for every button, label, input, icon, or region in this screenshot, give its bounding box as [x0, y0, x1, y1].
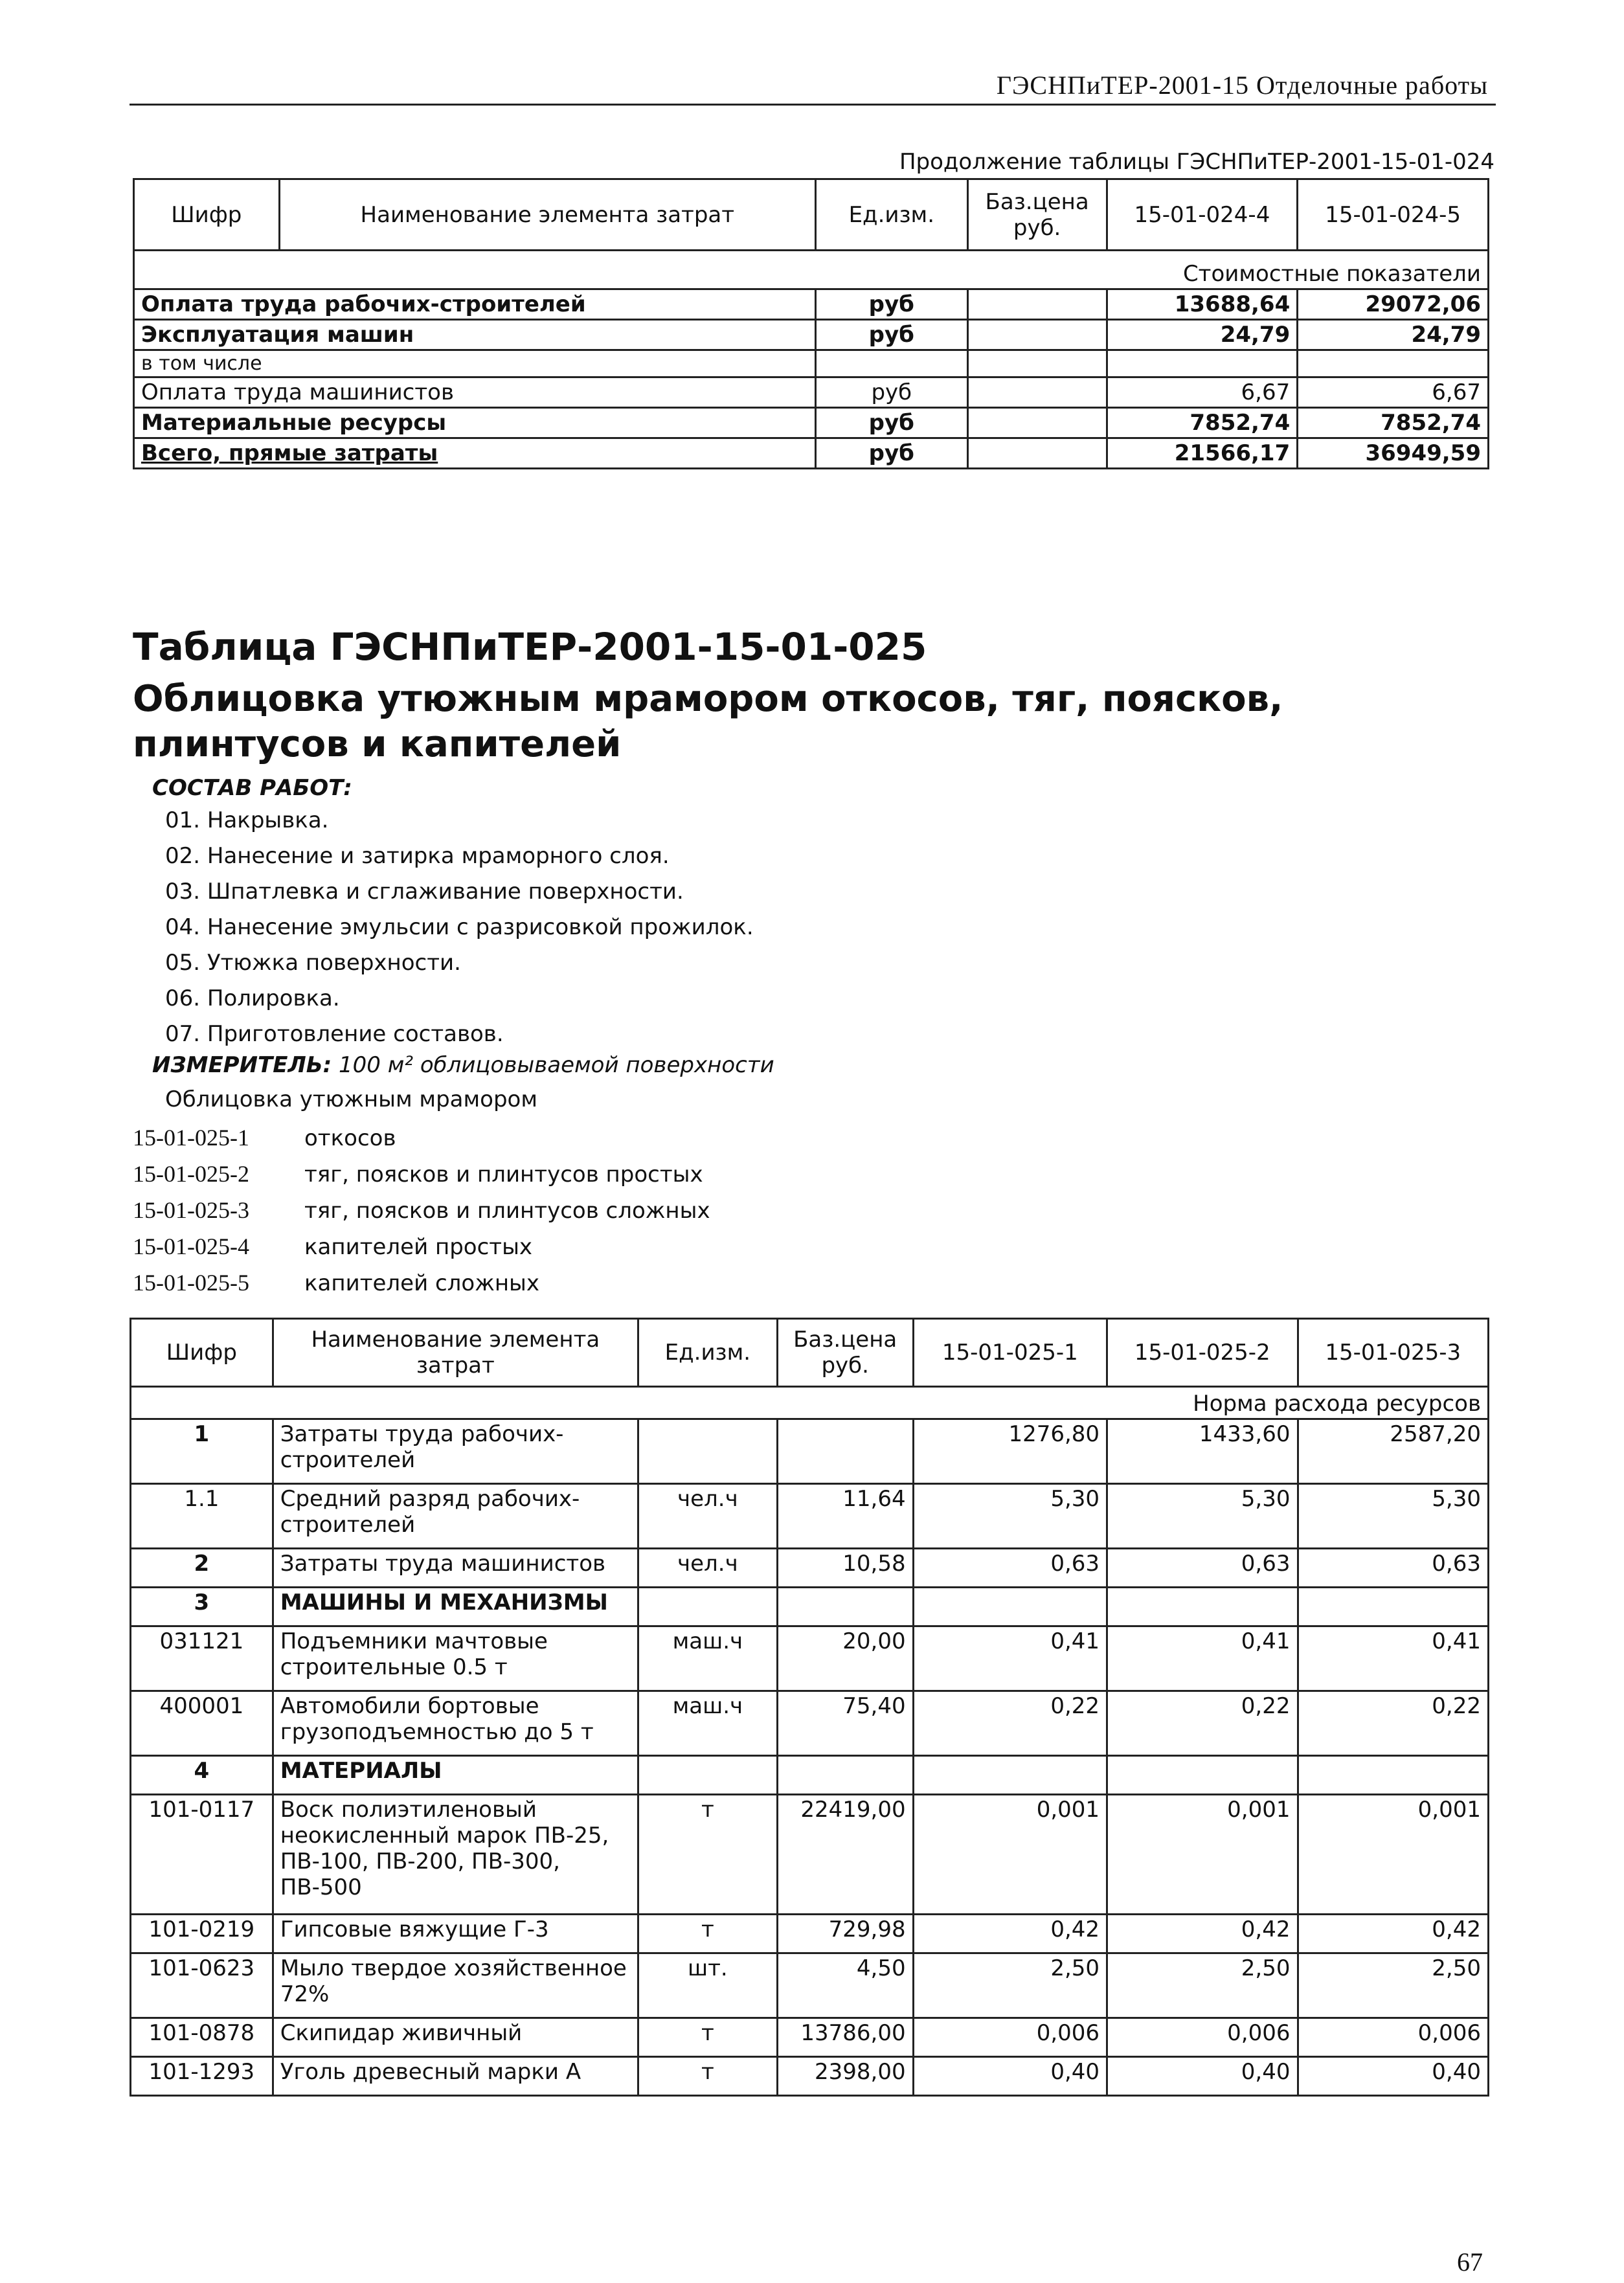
- table-row: Материальные ресурсы руб 7852,74 7852,74: [134, 408, 1489, 438]
- list-item: 02. Нанесение и затирка мраморного слоя.: [165, 843, 670, 869]
- list-item: 04. Нанесение эмульсии с разрисовкой прожилок.: [165, 914, 754, 940]
- header-rule: [130, 104, 1496, 106]
- col-header-code: Шифр: [131, 1319, 273, 1387]
- list-item: 05. Утюжка поверхности.: [165, 950, 461, 976]
- table-row: Оплата труда рабочих-строителей руб 13688,64 29072,06: [134, 289, 1489, 320]
- list-item: 07. Приготовление составов.: [165, 1021, 504, 1047]
- col-header-025-2: 15-01-025-2: [1107, 1319, 1298, 1387]
- table-024-continuation: [133, 178, 1489, 469]
- col-header-025-3: 15-01-025-3: [1298, 1319, 1489, 1387]
- table-025: [130, 1318, 1489, 2097]
- table-row: 4 МАТЕРИАЛЫ: [131, 1756, 1489, 1795]
- col-header-unit: Ед.изм.: [638, 1319, 777, 1387]
- table-row: Оплата труда машинистов руб 6,67 6,67: [134, 377, 1489, 408]
- cladding-heading: Облицовка утюжным мрамором: [165, 1086, 537, 1112]
- section-label: Стоимостные показатели: [134, 251, 1489, 289]
- work-composition-label: СОСТАВ РАБОТ:: [152, 775, 352, 801]
- table-row: 101-0117 Воск полиэтиленовый неокисленный марок ПВ-25, ПВ-100, ПВ-200, ПВ-300, ПВ-500 т 22419,00 0,001 0,001 0,001: [131, 1795, 1489, 1915]
- table-row: 101-1293 Уголь древесный марки А т 2398,00 0,40 0,40 0,40: [131, 2057, 1489, 2096]
- table-row: 2 Затраты труда машинистов чел.ч 10,58 0,63 0,63 0,63: [131, 1549, 1489, 1588]
- col-header-unit: Ед.изм.: [815, 179, 967, 251]
- col-header-price: Баз.цена руб.: [777, 1319, 913, 1387]
- table1-caption: Продолжение таблицы ГЭСНПиТЕР-2001-15-01-024: [899, 149, 1494, 175]
- list-item: 06. Полировка.: [165, 985, 340, 1011]
- running-header: ГЭСНПиТЕР-2001-15 Отделочные работы: [996, 71, 1488, 100]
- section-label: Норма расхода ресурсов: [131, 1387, 1489, 1419]
- table-row: 3 МАШИНЫ И МЕХАНИЗМЫ: [131, 1588, 1489, 1626]
- measure-label: ИЗМЕРИТЕЛЬ:: [152, 1052, 332, 1078]
- measure-line: [152, 1052, 774, 1078]
- col-header-code: Шифр: [134, 179, 280, 251]
- table-row: 1 Затраты труда рабочих-строителей 1276,80 1433,60 2587,20: [131, 1419, 1489, 1484]
- table-row: Эксплуатация машин руб 24,79 24,79: [134, 320, 1489, 350]
- col-header-name: Наименование элемента затрат: [273, 1319, 638, 1387]
- table-row: 101-0219 Гипсовые вяжущие Г-3 т 729,98 0,42 0,42 0,42: [131, 1915, 1489, 1953]
- table-row: в том числе: [134, 350, 1489, 377]
- list-item: 15-01-025-1 откосов: [133, 1125, 396, 1151]
- list-item: 15-01-025-3 тяг, поясков и плинтусов сложных: [133, 1197, 710, 1224]
- list-item: 03. Шпатлевка и сглаживание поверхности.: [165, 879, 684, 905]
- table-row: 1.1 Средний разряд рабочих-строителей чел.ч 11,64 5,30 5,30 5,30: [131, 1484, 1489, 1549]
- col-header-025-1: 15-01-025-1: [913, 1319, 1107, 1387]
- page-number: 67: [1457, 2247, 1483, 2277]
- list-item: 01. Накрывка.: [165, 807, 329, 833]
- code-list: [133, 1120, 710, 1301]
- table-row: 031121 Подъемники мачтовые строительные 0.5 т маш.ч 20,00 0,41 0,41 0,41: [131, 1626, 1489, 1691]
- col-header-024-4: 15-01-024-4: [1107, 179, 1298, 251]
- col-header-name: Наименование элемента затрат: [279, 179, 815, 251]
- table-title: Таблица ГЭСНПиТЕР-2001-15-01-025: [133, 625, 927, 669]
- table-subtitle: Облицовка утюжным мрамором откосов, тяг, поясков, плинтусов и капителей: [133, 678, 1283, 765]
- col-header-price: Баз.цена руб.: [967, 179, 1107, 251]
- list-item: 15-01-025-5 капителей сложных: [133, 1270, 540, 1296]
- table-row: 101-0623 Мыло твердое хозяйственное 72% шт. 4,50 2,50 2,50 2,50: [131, 1953, 1489, 2018]
- table-row: 101-0878 Скипидар живичный т 13786,00 0,006 0,006 0,006: [131, 2018, 1489, 2057]
- work-list: [165, 803, 754, 1052]
- table-row: Всего, прямые затраты руб 21566,17 36949,59: [134, 438, 1489, 469]
- list-item: 15-01-025-4 капителей простых: [133, 1233, 533, 1260]
- col-header-024-5: 15-01-024-5: [1298, 179, 1489, 251]
- list-item: 15-01-025-2 тяг, поясков и плинтусов простых: [133, 1161, 703, 1187]
- table-row: 400001 Автомобили бортовые грузоподъемностью до 5 т маш.ч 75,40 0,22 0,22 0,22: [131, 1691, 1489, 1756]
- measure-value: 100 м² облицовываемой поверхности: [339, 1052, 774, 1078]
